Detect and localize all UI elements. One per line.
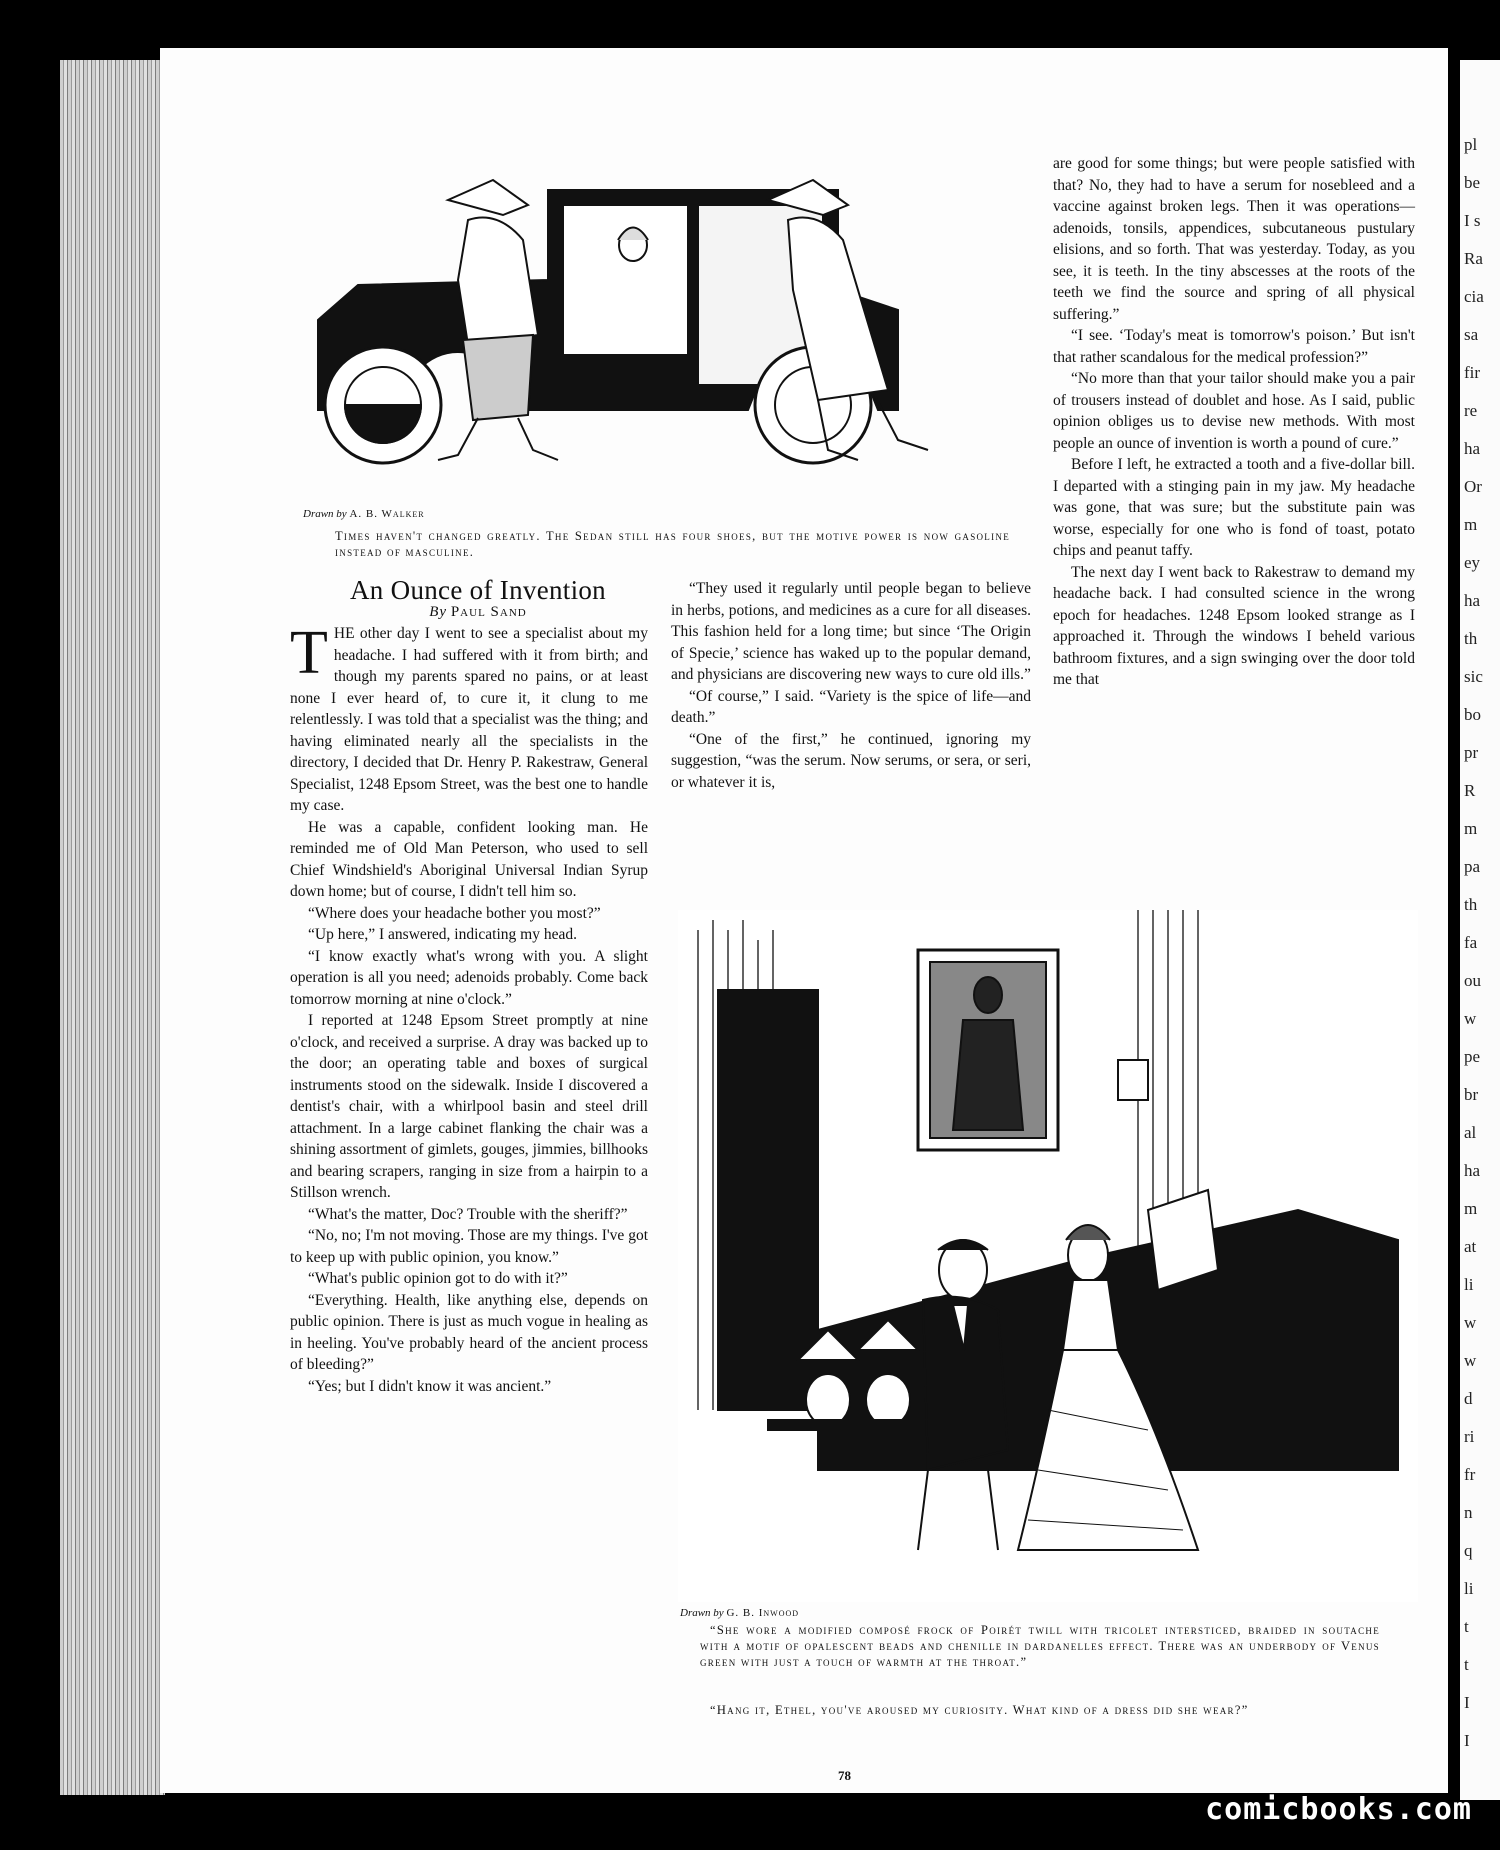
bottom-illustration-caption-1: “She wore a modified composé frock of Poirét twill with tricolet intersticed, braided in soutache with a motif of opalescent beads and chenille in dardanelles effect. There was an underbody of Venus green with just a touch of warmth at the throat.” [700,1623,1380,1669]
adjacent-page-fragment: fir [1464,363,1481,382]
adjacent-page-fragment: pr [1464,743,1479,762]
paragraph [1053,454,1415,562]
adjacent-page-fragment: at [1464,1237,1477,1256]
adjacent-page-fragment: th [1464,629,1478,648]
paragraph [1053,562,1415,691]
adjacent-page-fragment: Ra [1464,249,1483,268]
paragraph-text: I reported at 1248 Epsom Street promptly at nine o'clock, and received a surprise. A dray was backed up to the door; an operating table and boxes of surgical instruments stood on the sidewalk. Inside I discovered a dentist's chair, with a whirlpool basin and steel drill attachment. In a large cabinet flanking the chair was a shining assortment of gimlets, gouges, jimmies, billhooks and bearing scrapers, ranging in size from a hairpin to a Stillson wrench. [290,1012,648,1201]
article-title: An Ounce of Invention [350,575,606,605]
adjacent-page-fragment: sa [1464,325,1479,344]
paragraph-text: are good for some things; but were people satisfied with that? No, they had to have a serum for nosebleed and a vaccine against broken legs. Then it was operations—adenoids, tonsils, appendices, subcutaneous pustulary elisions, and so forth. That was yesterday. Today, as you see, it is teeth. In the tiny abscesses at the roots of the teeth we find the source and spring of all physical suffering.” [1053,155,1415,323]
adjacent-page-fragment: th [1464,895,1478,914]
paragraph [671,686,1031,729]
adjacent-page-fragment: w [1464,1009,1477,1028]
bottom-illustration-caption-2: “Hang it, Ethel, you've aroused my curiosity. What kind of a dress did she wear?” [710,1703,1249,1717]
paragraph [290,1376,648,1398]
couple-piano-illustration [678,910,1418,1602]
article-column-1 [290,575,648,1397]
paragraph [290,903,648,925]
paragraph [290,619,648,817]
byline-prefix: By [429,603,448,620]
adjacent-page-fragment: re [1464,401,1478,420]
adjacent-page-fragment: ha [1464,439,1481,458]
book-page-edges [60,60,165,1795]
adjacent-page-fragment: I [1464,1693,1470,1712]
adjacent-page-fragment: pa [1464,857,1481,876]
adjacent-page-fragment: br [1464,1085,1479,1104]
paragraph-text: “Where does your headache bother you most?” [308,904,601,922]
paragraph [290,924,648,946]
paragraph-text: “Everything. Health, like anything else, depends on public opinion. There is just as much vogue in healing as in heeling. You've probably heard of the ancient process of bleeding?” [290,1291,648,1373]
paragraph-text: “I see. ‘Today's meat is tomorrow's poison.’ But isn't that rather scandalous for the medical profession?” [1053,327,1415,366]
adjacent-page-fragment: bo [1464,705,1481,724]
top-illustration-credit [303,508,425,520]
paragraph-text: “What's public opinion got to do with it?” [308,1270,568,1287]
adjacent-page-fragment: w [1464,1313,1477,1332]
credit-artist: A. B. Walker [349,508,425,520]
paragraph-text: “They used it regularly until people began to believe in herbs, potions, and medicines as a cure for all diseases. This fashion held for a long time; but since ‘The Origin of Specie,’ science has waked up to the popular demand, and physicians are discovering new ways to cure old ills.” [671,580,1031,683]
adjacent-page-fragment: pl [1464,135,1478,154]
adjacent-page-fragment: ou [1464,971,1481,990]
paragraph-text: “Of course,” I said. “Variety is the spice of life—and death.” [671,687,1031,726]
adjacent-page-fragment: d [1464,1389,1473,1408]
paragraph-text: The next day I went back to Rakestraw to demand my headache back. I had consulted science in the wrong epoch for headaches. 1248 Epsom looked strange as I approached it. Through the windows I beheld various bathroom fixtures, and a sign swinging over the door told me that [1053,563,1415,688]
sedan-car-illustration [298,160,1018,500]
adjacent-page-fragment: fr [1464,1465,1476,1484]
adjacent-page-fragment: w [1464,1351,1477,1370]
adjacent-page-fragment: Or [1464,477,1482,496]
paragraph [290,817,648,903]
adjacent-page-fragment: ri [1464,1427,1475,1446]
adjacent-page-fragment: cia [1464,287,1484,306]
paragraph [290,1290,648,1376]
adjacent-page-fragment: m [1464,1199,1478,1218]
adjacent-page-fragment: q [1464,1541,1473,1560]
paragraph [290,1010,648,1204]
adjacent-page-fragment: ha [1464,591,1481,610]
paragraph-text: “No more than that your tailor should make you a pair of trousers instead of doublet and hose. As I said, public opinion obliges us to devise new methods. With most people an ounce of invention is worth a pound of cure.” [1053,370,1415,452]
adjacent-page-fragment: ha [1464,1161,1481,1180]
adjacent-page-fragment: fa [1464,933,1478,952]
adjacent-page-fragment: n [1464,1503,1473,1522]
paragraph-text: HE other day I went to see a specialist about my headache. I had suffered with it from birth; and though my parents spared no pains, or at least none I ever heard of, to cure it, it clung to me relentlessly. I was told that a specialist was the thing; and having eliminated nearly all the specialists in the directory, I decided that Dr. Henry P. Rakestraw, General Specialist, 1248 Epsom Street, was the best one to handle my case. [290,625,648,814]
paragraph [671,578,1031,686]
article-column-2 [671,578,1031,793]
adjacent-page-fragment: m [1464,515,1478,534]
paragraph [290,1225,648,1268]
paragraph [290,1268,648,1290]
adjacent-page-fragment: sic [1464,667,1483,686]
paragraph-text: Before I left, he extracted a tooth and a five-dollar bill. I departed with a stinging pain in my jaw. My headache was gone, that was sure; but the substitute pain was worse, especially for one who is fond of toast, potato chips and peanut taffy. [1053,456,1415,559]
credit-prefix: Drawn by [680,1607,724,1619]
paragraph-text: “Up here,” I answered, indicating my head. [308,926,577,943]
paragraph [1053,153,1415,325]
adjacent-page-fragment: I [1464,1731,1470,1750]
column-1-paragraphs [290,619,648,1397]
adjacent-page-fragment: m [1464,819,1478,838]
paragraph-text: “What's the matter, Doc? Trouble with the sheriff?” [308,1205,628,1223]
watermark-text: comicbooks.com [1205,1792,1472,1827]
top-illustration-caption: Times haven't changed greatly. The Sedan still has four shoes, but the motive power is now gasoline instead of masculine. [335,529,1010,559]
paragraph-text: He was a capable, confident looking man. He reminded me of Old Man Peterson, who used to sell Chief Windshield's Aboriginal Universal Indian Syrup down home; but of course, I didn't tell him so. [290,818,648,900]
paragraph [671,729,1031,794]
paragraph [1053,368,1415,454]
paragraph [1053,325,1415,368]
credit-prefix: Drawn by [303,508,347,520]
credit-artist: G. B. Inwood [726,1607,800,1619]
adjacent-page-fragment: be [1464,173,1481,192]
paragraph [290,1204,648,1226]
byline-author: Paul Sand [450,603,527,620]
paragraph-text: “I know exactly what's wrong with you. A slight operation is all you need; adenoids probably. Come back tomorrow morning at nine o'clock.” [290,947,648,1008]
adjacent-page-edge [1460,60,1500,1800]
adjacent-page-fragment: ey [1464,553,1481,572]
paragraph [290,946,648,1011]
adjacent-page-fragment: li [1464,1275,1474,1294]
paragraph-text: “No, no; I'm not moving. Those are my things. I've got to keep up with public opinion, you know.” [290,1227,648,1266]
paragraph-text: “Yes; but I didn't know it was ancient.” [308,1377,552,1395]
adjacent-page-fragment: t [1464,1617,1469,1636]
paragraph-text: “One of the first,” he continued, ignoring my suggestion, “was the serum. Now serums, or sera, or seri, or whatever it is, [671,730,1031,791]
drop-cap: T [290,619,328,687]
article-column-3 [1053,153,1415,691]
adjacent-page-fragment: R [1464,781,1476,800]
adjacent-page-fragment: I s [1464,211,1481,230]
page-number: 78 [838,1768,851,1783]
adjacent-page-fragment: pe [1464,1047,1481,1066]
adjacent-page-fragment: li [1464,1579,1474,1598]
bottom-illustration-credit [680,1607,799,1619]
adjacent-page-fragment: t [1464,1655,1469,1674]
adjacent-page-fragment: al [1464,1123,1477,1142]
